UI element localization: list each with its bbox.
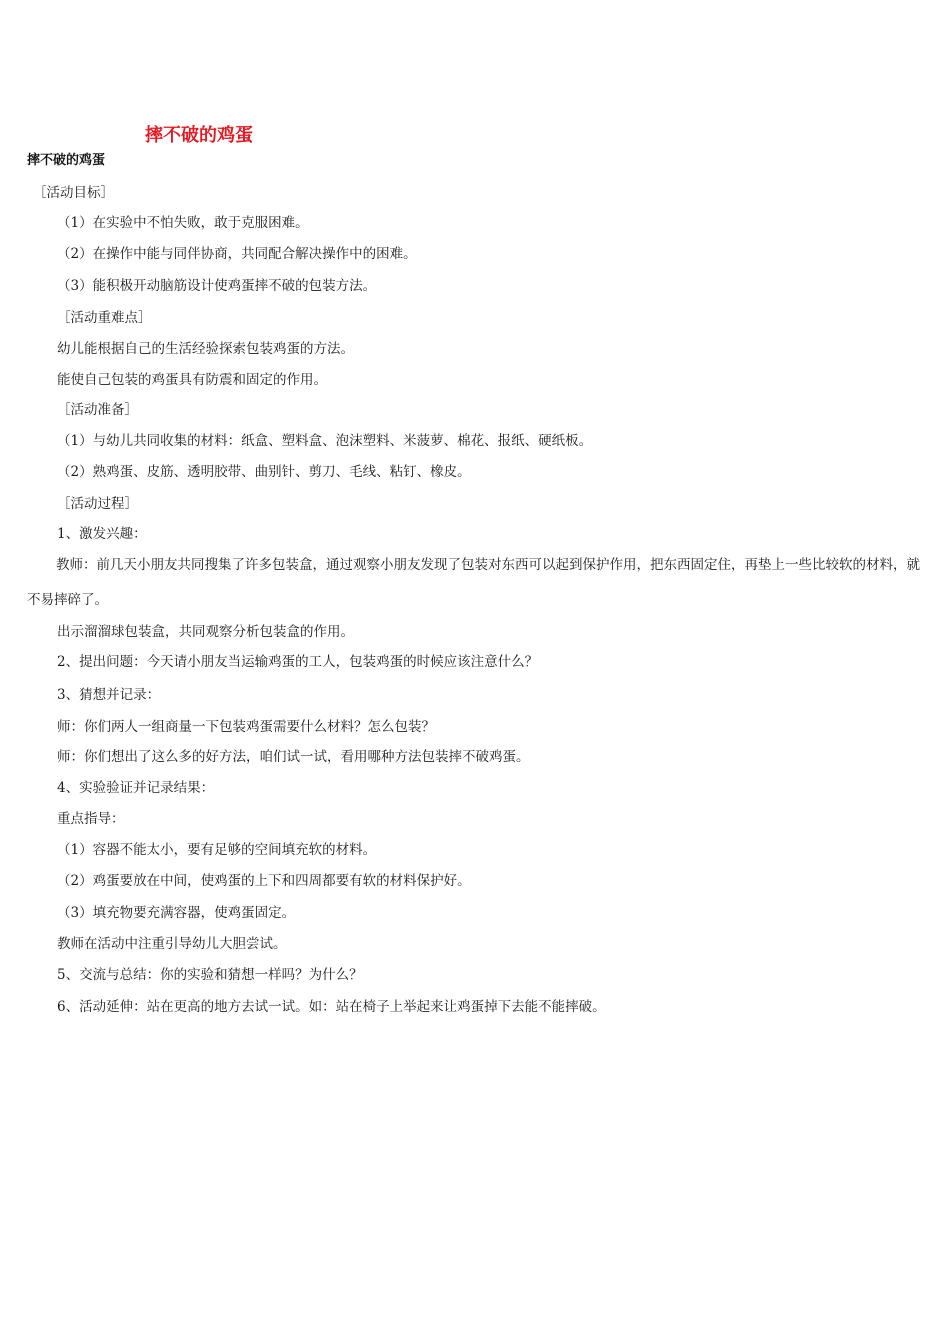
section-heading-goals: ［活动目标］ (33, 185, 114, 201)
process-step-2: 2、提出问题：今天请小朋友当运输鸡蛋的工人，包装鸡蛋的时候应该注意什么？ (57, 654, 539, 670)
process-step-4: 4、实验验证并记录结果： (57, 780, 215, 796)
process-text-show-box: 出示溜溜球包装盒，共同观察分析包装盒的作用。 (57, 624, 354, 640)
guidance-item-2: （2）鸡蛋要放在中间，使鸡蛋的上下和四周都要有软的材料保护好。 (57, 873, 471, 889)
teacher-question-1: 师：你们两人一组商量一下包装鸡蛋需要什么材料？怎么包装？ (57, 719, 435, 735)
section-heading-process: ［活动过程］ (57, 496, 138, 512)
key-point-1: 幼儿能根据自己的生活经验探索包装鸡蛋的方法。 (57, 341, 354, 357)
section-heading-key-points: ［活动重难点］ (57, 310, 152, 326)
process-step-1: 1、激发兴趣： (57, 526, 147, 542)
process-step-3: 3、猜想并记录： (57, 687, 161, 703)
document-subtitle: 摔不破的鸡蛋 (27, 153, 106, 168)
process-step-5: 5、交流与总结：你的实验和猜想一样吗？为什么？ (57, 967, 363, 983)
page-title: 摔不破的鸡蛋 (145, 125, 253, 146)
process-step-6: 6、活动延伸：站在更高的地方去试一试。如：站在椅子上举起来让鸡蛋掉下去能不能摔破。 (57, 999, 606, 1015)
key-point-2: 能使自己包装的鸡蛋具有防震和固定的作用。 (57, 372, 327, 388)
guidance-heading: 重点指导： (57, 811, 125, 827)
teacher-question-2: 师：你们想出了这么多的好方法，咱们试一试，看用哪种方法包装摔不破鸡蛋。 (57, 749, 530, 765)
teacher-paragraph: 教师：前几天小朋友共同搜集了许多包装盒，通过观察小朋友发现了包装对东西可以起到保护作用，把东西固定住，再垫上一些比较软的材料，就不易摔碎了。 (27, 557, 920, 608)
goal-item-3: （3）能积极开动脑筋设计使鸡蛋摔不破的包装方法。 (57, 278, 377, 294)
preparation-item-1: （1）与幼儿共同收集的材料：纸盒、塑料盒、泡沫塑料、米菠萝、棉花、报纸、硬纸板。 (57, 433, 593, 449)
guidance-item-3: （3）填充物要充满容器，使鸡蛋固定。 (57, 905, 296, 921)
goal-item-1: （1）在实验中不怕失败，敢于克服困难。 (57, 215, 309, 231)
goal-item-2: （2）在操作中能与同伴协商，共同配合解决操作中的困难。 (57, 246, 417, 262)
preparation-item-2: （2）熟鸡蛋、皮筋、透明胶带、曲别针、剪刀、毛线、粘钉、橡皮。 (57, 464, 471, 480)
guidance-item-1: （1）容器不能太小，要有足够的空间填充软的材料。 (57, 842, 377, 858)
teacher-note: 教师在活动中注重引导幼儿大胆尝试。 (57, 936, 287, 952)
section-heading-preparation: ［活动准备］ (57, 402, 138, 418)
